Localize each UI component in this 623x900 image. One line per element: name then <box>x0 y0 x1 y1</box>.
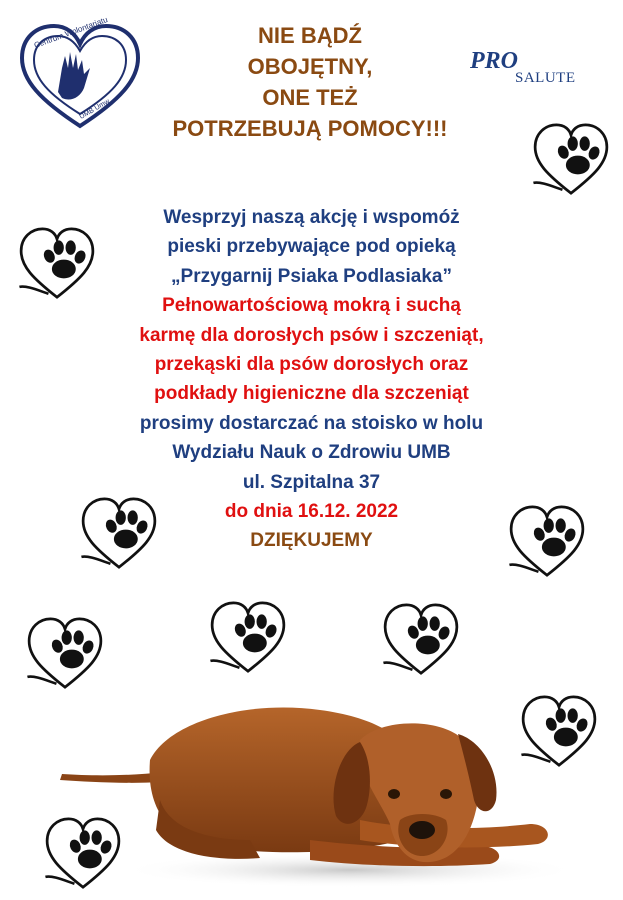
heart-paw-icon <box>76 492 162 574</box>
location-line: Wydziału Nauk o Zdrowiu UMB <box>172 442 451 464</box>
logo-salute-text: SALUTE <box>515 70 576 86</box>
donation-item-line: Pełnowartościową mokrą i suchą <box>162 295 461 317</box>
heart-paw-icon <box>205 596 291 678</box>
logo-top-text: Centrum Wolontariatu <box>32 14 109 51</box>
logo-bottom-text: UMB Umw <box>78 98 111 121</box>
heart-paw-icon <box>528 118 614 200</box>
lying-dog-icon <box>60 690 580 890</box>
pro-salute-logo <box>465 48 605 98</box>
location-line: prosimy dostarczać na stoisko w holu <box>139 412 484 434</box>
heart-paw-icon <box>504 500 590 582</box>
headline-line: POTRZEBUJĄ POMOCY!!! <box>172 116 448 141</box>
appeal-line: Wesprzyj naszą akcję i wspomóż <box>163 207 460 228</box>
heart-paw-icon <box>14 222 100 304</box>
donation-item-line: przekąski dla psów dorosłych oraz <box>154 354 469 376</box>
address-line: ul. Szpitalna 37 <box>242 471 381 493</box>
headline-line: OBOJĘTNY, <box>247 54 373 79</box>
headline-line: ONE TEŻ <box>262 85 358 110</box>
appeal-line: pieski przebywające pod opieką <box>167 236 456 258</box>
donation-item-line: podkłady higieniczne dla szczeniąt <box>154 383 469 405</box>
headline-line: NIE BĄDŹ <box>258 23 362 48</box>
heart-paw-icon <box>378 598 464 680</box>
heart-paw-icon <box>22 612 108 694</box>
thanks-line: DZIĘKUJEMY <box>250 530 373 552</box>
deadline-line: do dnia 16.12. 2022 <box>224 501 399 523</box>
appeal-line: „Przygarnij Psiaka Podlasiaka” <box>171 265 452 287</box>
donation-item-line: karmę dla dorosłych psów i szczeniąt, <box>139 324 484 346</box>
logo-pro-text: PRO <box>470 48 518 74</box>
headline <box>120 20 500 144</box>
